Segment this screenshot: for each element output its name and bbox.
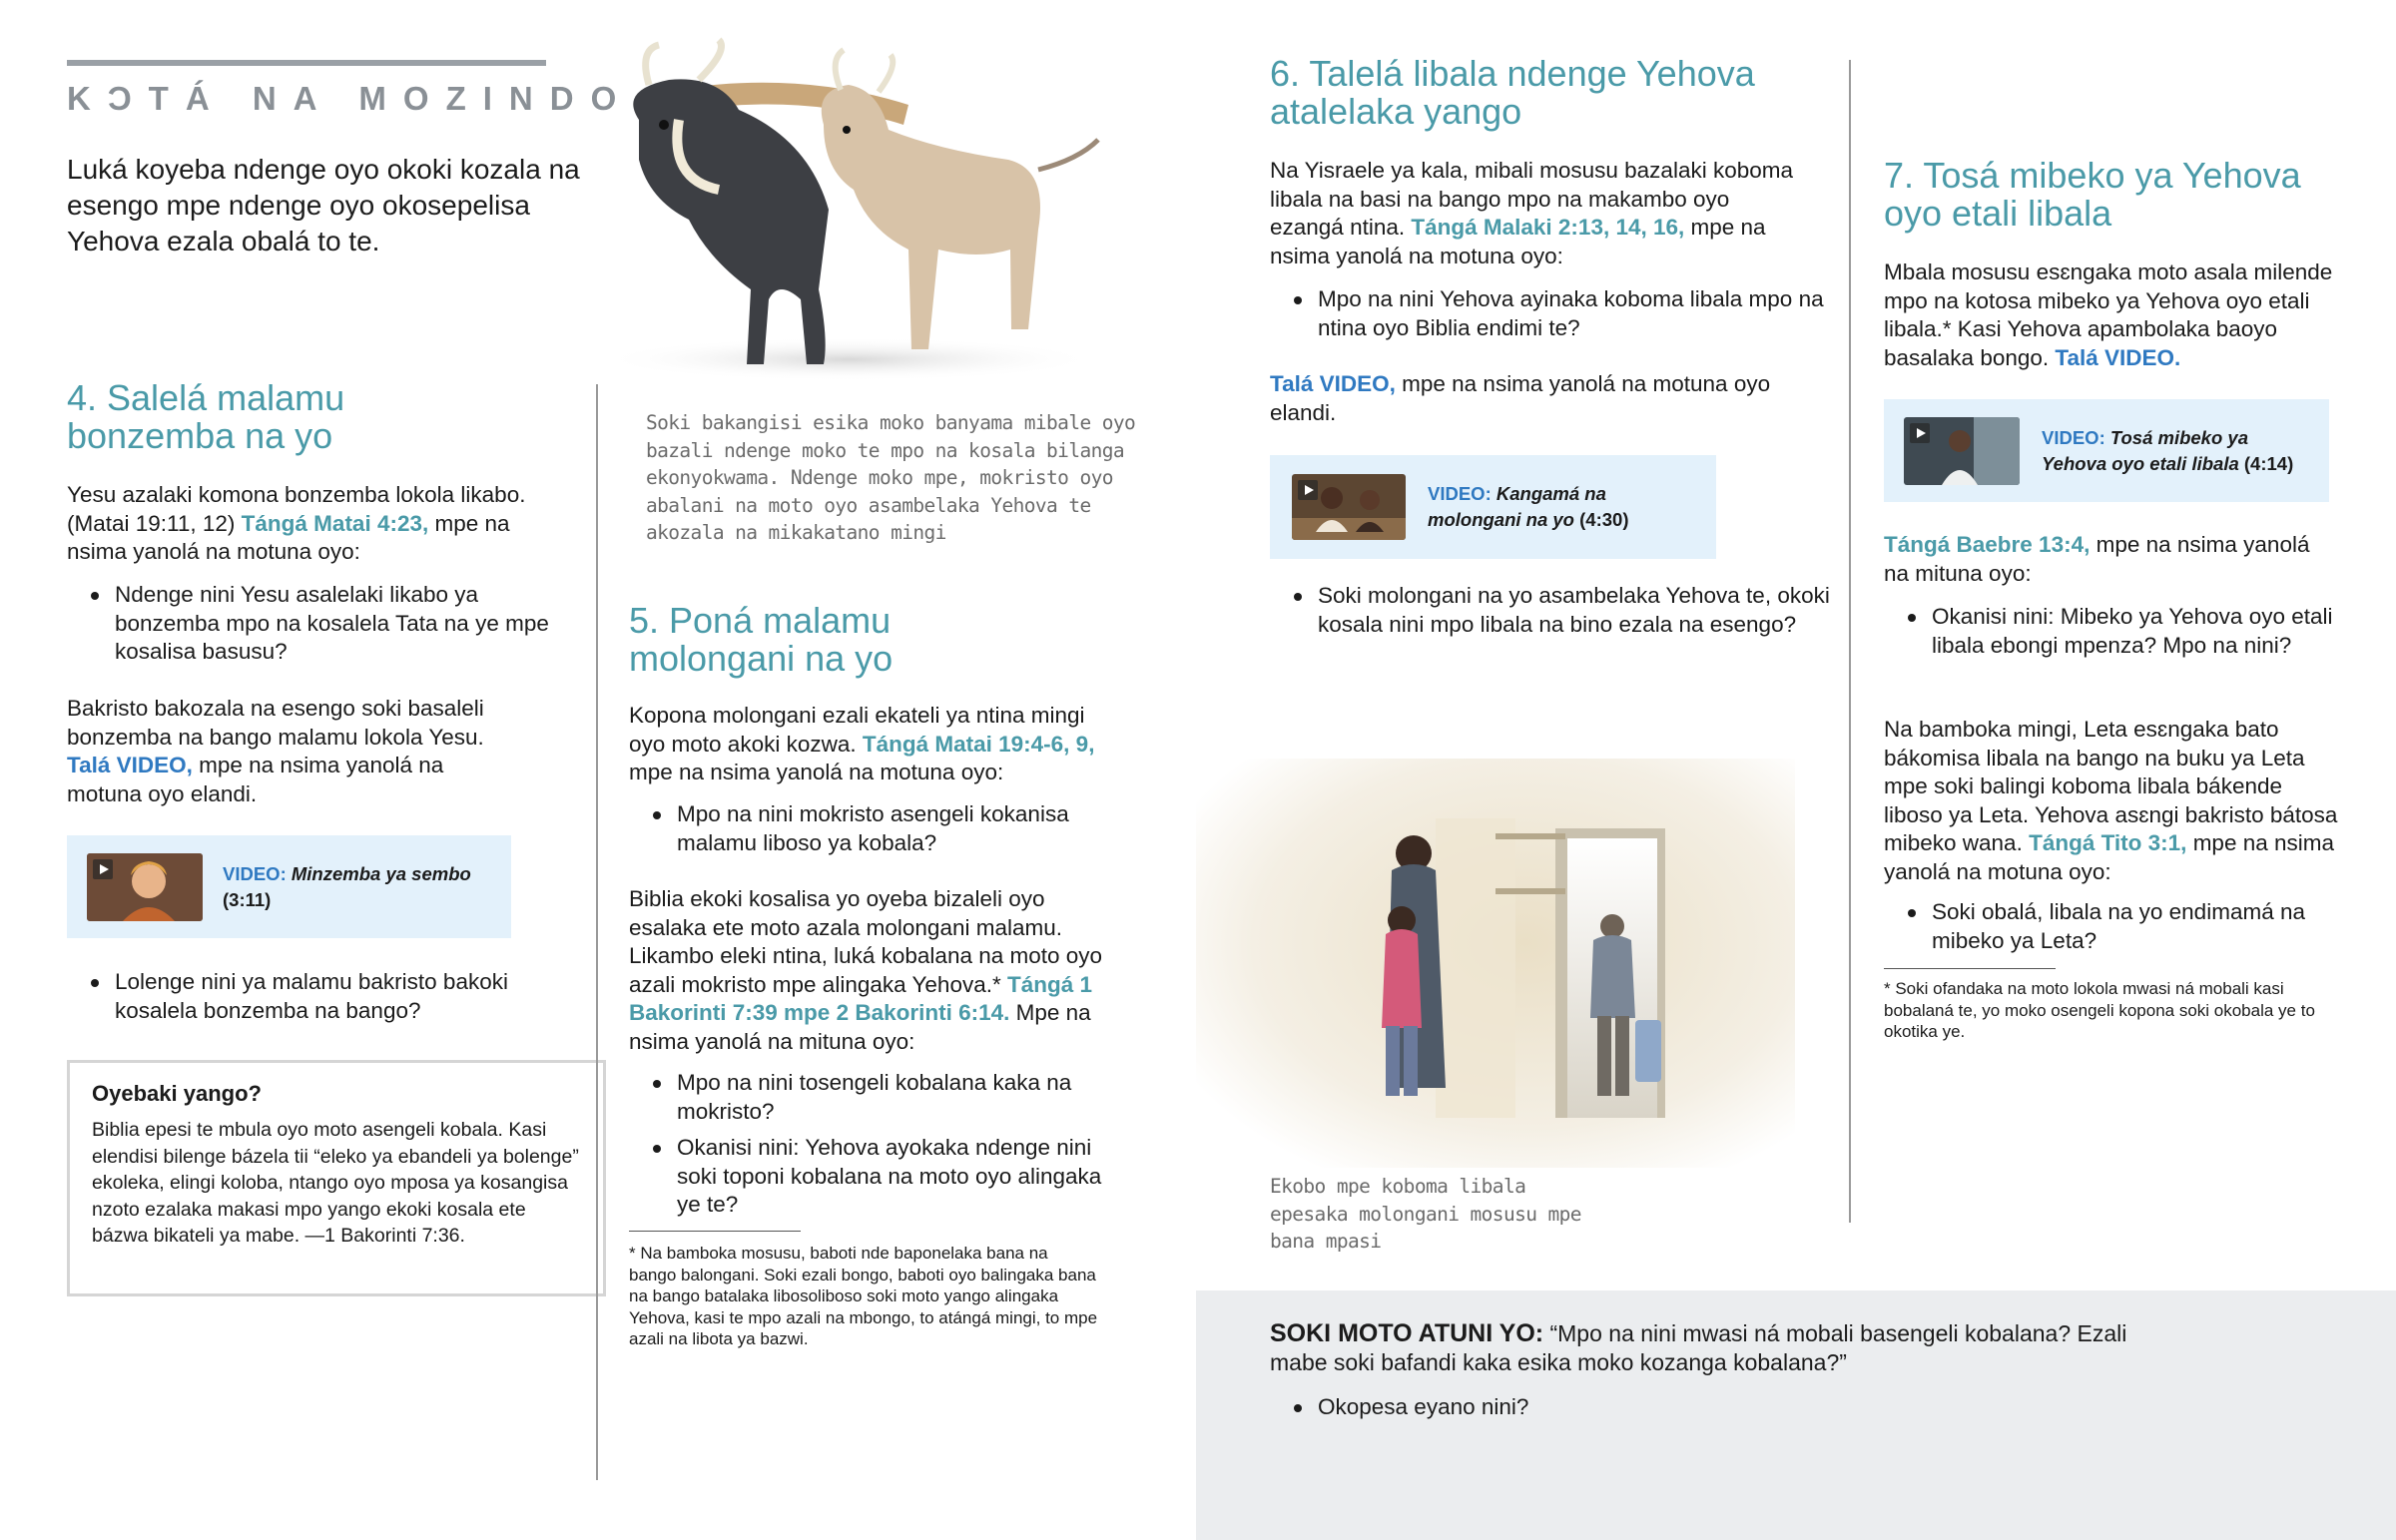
scripture-link-tito[interactable]: Tángá Tito 3:1, [2029,830,2187,855]
video-card-kangama[interactable] [1270,455,1716,559]
section5-para1: Kopona molongani ezali ekateli ya ntina mingi oyo moto akoki kozwa. Tángá Matai 19:4-6, 9, mpe na nsima yanolá na motuna oyo: [629,703,1095,784]
question-item: Ndenge nini Yesu asalelaki likabo ya bonzemba mpo na kosalela Tata na ye mpe kosalisa basusu? [115,581,574,667]
section4-para1: Yesu azalaki komona bonzemba lokola likabo. (Matai 19:11, 12) Tángá Matai 4:23, mpe na nsima yanolá na motuna oyo: [67,482,526,564]
page-kicker: KƆTÁ NA MOZINDO [67,80,634,117]
section4-title: 4. Salelá malamu bonzemba na yo [67,377,345,456]
section5-footnote: * Na bamboka mosusu, baboti nde baponelaka bana na bango balongani. Soki ezali bongo, baboti oyo balingaka bana na bango batalaka libosoliboso soki moto yango alingaka Yehova, kasi te mpo azali na mbongo, to atángá mingi, to mpe azali na libota ya bazwi. [629,1244,1098,1348]
video-link[interactable]: Talá VIDEO, [1270,371,1396,396]
oxen-caption: Soki bakangisi esika moko banyama mibale oyo bazali ndenge moko te mpo na kosala bilanga ekonyokwama. Ndenge moko mpe, mokristo oyo abalani na moto oyo asambelaka Yehova te akozala na mikakatano mingi [646,411,1136,544]
video-card-minzemba[interactable] [67,835,511,938]
footnote-rule [1884,968,2056,969]
video-info: VIDEO: Minzemba ya sembo (3:11) [223,862,471,910]
section4-questions-2 [67,968,584,1033]
section7-questions-2 [1884,898,2371,963]
video-info: VIDEO: Tosá mibeko ya Yehova oyo etali libala (4:14) [2042,426,2294,474]
video-thumbnail[interactable] [87,853,203,921]
section6-para1: Na Yisraele ya kala, mibali mosusu bazalaki koboma libala na basi na bango mpo na makambo oyo ezangá ntina. Tángá Malaki 2:13, 14, 16, mpe na nsima yanolá na motuna oyo: [1270,158,1794,268]
question-item: Mpo na nini mokristo asengeli kokanisa malamu liboso ya kobala? [677,800,1136,857]
section7-title: 7. Tosá mibeko ya Yehova oyo etali libala [1884,155,2301,234]
video-card-tosa-mibeko[interactable] [1884,399,2329,502]
section7-para1: Mbala mosusu esɛngaka moto asala milende mpo na kotosa mibeko ya Yehova oyo etali libala.* Kasi Yehova apambolaka baoyo basalaka bongo. Talá VIDEO. [1884,259,2333,370]
question-item: Okanisi nini: Yehova ayokaka ndenge nini soki toponi kobalana na moto oyo alingaka ye te? [677,1134,1116,1220]
scripture-link-malaki[interactable]: Tángá Malaki 2:13, 14, 16, [1411,215,1685,240]
section5-title: 5. Poná malamu molongani na yo [629,600,894,679]
section6-para2: Talá VIDEO, mpe na nsima yanolá na motuna oyo elandi. [1270,371,1771,425]
scripture-link-matai-19[interactable]: Tángá Matai 19:4-6, 9, [862,731,1095,757]
box-text: Biblia epesi te mbula oyo moto asengeli kobala. Kasi elendisi bilenge bázela tii “eleko ya ebandeli ya bolenge” ekoleka, elingi koloba, ntango oyo mposa ya kosangisa nzoto ezalaka makasi mpo yango ekoki kosala ete bázwa bikateli ya mabe. —1 Bakorinti 7:36. [92,1119,579,1247]
section5-questions-2 [629,1069,1116,1228]
question-item: Mpo na nini Yehova ayinaka koboma libala mpo na ntina oyo Biblia endimi te? [1318,285,1857,342]
question-item: Soki molongani na yo asambelaka Yehova te, okoki kosala nini mpo libala na bino ezala na esengo? [1318,582,1857,639]
bottom-questions [1270,1393,1917,1430]
did-you-know-box [67,1060,606,1296]
section6-title: 6. Talelá libala ndenge Yehova atalelaka yango [1270,53,1755,132]
play-icon[interactable] [1910,423,1930,443]
box-title: Oyebaki yango? [92,1081,262,1106]
play-icon[interactable] [93,859,113,879]
section7-questions-1 [1884,603,2351,668]
question-item: Soki obalá, libala na yo endimamá na mibeko ya Leta? [1932,898,2371,955]
video-thumbnail[interactable] [1292,474,1406,540]
column-divider [596,384,598,1480]
section6-questions-1 [1270,285,1857,350]
scripture-link-matai-4-23[interactable]: Tángá Matai 4:23, [241,510,429,536]
question-item: Lolenge nini ya malamu bakristo bakoki kosalela bonzemba na bango? [115,968,584,1025]
page-intro: Luká koyeba ndenge oyo okoki kozala na esengo mpe ndenge oyo okosepelisa Yehova ezala obalá to te. [67,154,580,257]
header-rule [67,60,546,66]
video-info: VIDEO: Kangamá na molongani na yo (4:30) [1428,483,1629,530]
family-illustration [1196,759,1795,1168]
family-caption: Ekobo mpe koboma libala epesaka molongani mosusu mpe bana mpasi [1270,1175,1581,1253]
question-item: Okanisi nini: Mibeko ya Yehova oyo etali libala ebongi mpenza? Mpo na nini? [1932,603,2351,660]
section7-footnote: * Soki ofandaka na moto lokola mwasi ná mobali kasi bobalaná te, yo moko osengeli kopona soki okobala ye to okotika ye. [1884,979,2315,1041]
section7-para2: Tángá Baebre 13:4, mpe na nsima yanolá na mituna oyo: [1884,532,2310,586]
bottom-label: SOKI MOTO ATUNI YO: [1270,1319,1544,1347]
section7-para3: Na bamboka mingi, Leta esɛngaka bato bákomisa libala na bango na buku ya Leta mpe soki balingi koboma libala bákende liboso ya Leta. Yehova asɛngi bakristo bátosa mibeko wana. Tángá Tito 3:1, mpe na nsima yanolá na motuna oyo: [1884,717,2338,884]
section5-para2: Biblia ekoki kosalisa yo oyeba bizaleli oyo esalaka ete moto azala molongani malamu. Likambo eleki ntina, luká kobalana na moto oyo azali mokristo mpe alingaka Yehova.* Tángá 1 Bakorinti 7:39 mpe 2 Bakorinti 6:14. Mpe na nsima yanolá na mituna oyo: [629,886,1103,1054]
footnote-rule [629,1231,801,1232]
question-item: Mpo na nini tosengeli kobalana kaka na mokristo? [677,1069,1116,1126]
scripture-link-baebre[interactable]: Tángá Baebre 13:4, [1884,532,2091,557]
section6-questions-2 [1270,582,1857,647]
bottom-prompt: SOKI MOTO ATUNI YO: “Mpo na nini mwasi ná mobali basengeli kobalana? Ezali mabe soki bafandi kaka esika moko kozanga kobalana?” [1270,1319,2127,1375]
oxen-illustration [579,30,1118,384]
video-link[interactable]: Talá VIDEO, [67,753,193,777]
oxen-image [579,30,1118,384]
section4-questions-1 [67,581,574,675]
section5-questions-1 [629,800,1136,865]
family-image [1196,759,1795,1168]
video-thumbnail[interactable] [1904,417,2020,485]
play-icon[interactable] [1298,480,1318,500]
column-divider [1849,60,1851,1223]
section4-para2: Bakristo bakozala na esengo soki basaleli bonzemba na bango malamu lokola Yesu. Talá VIDEO, mpe na nsima yanolá na motuna oyo elandi. [67,696,484,806]
question-item: Okopesa eyano nini? [1318,1393,1917,1422]
scripture-link-bakorinti[interactable]: Tángá 1 Bakorinti 7:39 mpe 2 Bakorinti 6:14. [629,971,1093,1025]
video-link[interactable]: Talá VIDEO. [2055,344,2181,370]
